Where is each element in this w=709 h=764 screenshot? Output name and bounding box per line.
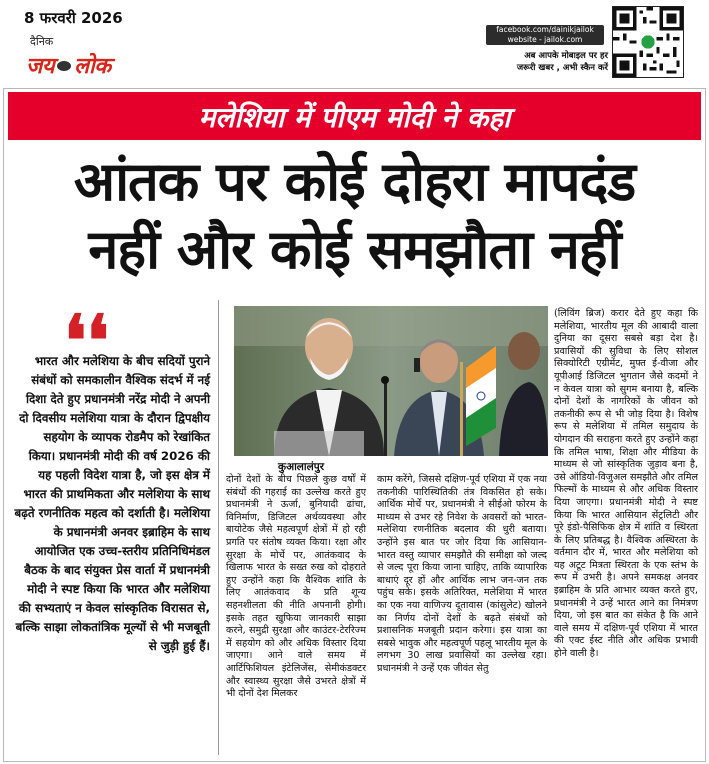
headline-line-2: नहीं और कोई समझौता नहीं [88, 218, 621, 281]
brand-name-right: लोक [74, 54, 111, 79]
facebook-link: facebook.com/dainikjailok [496, 25, 594, 34]
lead-paragraph: भारत और मलेशिया के बीच सदियों पुराने संबंधों को समकालीन वैश्विक संदर्भ में नई दिशा देते हुए प्रधानमंत्री नरेंद्र मोदी ने अपनी दो दिवसीय मलेशिया यात्रा के दौरान द्विपक्षीय सहयोग के व्यापक रोडमैप को रेखांकित किया। प्रधानमंत्री मोदी की वर्ष 2026 की यह पहली विदेश यात्रा है, जो इस क्षेत्र में भारत की प्राथमिकता और मलेशिया के साथ बढ़ते रणनीतिक महत्व को दर्शाती है। मलेशिया के प्रधानमंत्री अनवर इब्राहिम के साथ आयोजित एक उच्च-स्तरीय प्रतिनिधिमंडल बैठक के बाद संयुक्त प्रेस वार्ता में प्रधानमंत्री मोदी ने स्पष्ट किया कि भारत और मलेशिया की सभ्यताएं न केवल सांस्कृतिक विरासत से, बल्कि साझा लोकतांत्रिक मूल्यों से भी मजबूती से जुड़ी हुई हैं। [14, 354, 210, 653]
body-column-2-text: काम करेंगे, जिससे दक्षिण-पूर्व एशिया में एक नया तकनीकी पारिस्थितिकी तंत्र विकसित हो सके। आर्थिक मोर्चे पर, प्रधानमंत्री ने सीईओ फोरम के माध्यम से उभर रहे निवेश के अवसरों को भारत-मलेशिया रणनीतिक बदलाव की धुरी बताया। उन्होंने इस बात पर जोर दिया कि आसियान- भारत वस्तु व्यापार समझौते की समीक्षा को जल्द से जल्द पूरा किया जाना चाहिए, ताकि व्यापारिक बाधाएं दूर हों और आर्थिक लाभ जन-जन तक पहुंच सके। इसके अतिरिक्त, मलेशिया में भारत का एक नया वाणिज्य दूतावास (कांसुलेट) खोलने का निर्णय दोनों देशों के बढ़ते संबंधों को प्रशासनिक मजबूती प्रदान करेगा। इस यात्रा का सबसे भावुक और महत्वपूर्ण पहलू भारतीय मूल के लगभग 30 लाख प्रवासियों का उल्लेख रहा। प्रधानमंत्री ने उन्हें एक जीवंत सेतु [377, 474, 547, 674]
body-column-2 [377, 474, 547, 676]
promo-line-2: जरूरी खबर , अभी स्कैन करें [516, 63, 608, 73]
social-links [486, 25, 604, 45]
body-column-3 [554, 308, 698, 661]
headline-line-1: आंतक पर कोई दोहरा मापदंड [73, 150, 636, 213]
quote-marks-icon: ❛❛ [64, 299, 110, 382]
column-divider [218, 300, 219, 755]
brand-logo [26, 50, 111, 80]
news-photo [234, 306, 548, 456]
promo-line-1: अब आपके मोबाइल पर हर [524, 51, 608, 61]
kicker-banner [8, 92, 701, 140]
website-link: website - jailok.com [507, 35, 583, 44]
body-column-1 [226, 474, 366, 701]
body-column-3-text: (लिविंग ब्रिज) करार देते हुए कहा कि मलेशिया, भारतीय मूल की आबादी वाला दुनिया का दूसरा सबसे बड़ा देश है। प्रवासियों की सुविधा के लिए सोशल सिक्योरिटी एग्रीमेंट, मुफ्त ई-वीजा और यूपीआई डिजिटल भुगतान जैसे कदमों ने न केवल यात्रा को सुगम बनाया है, बल्कि दोनों देशों के नागरिकों के जीवन को तकनीकी रूप से भी जोड़ दिया है। विशेष रूप से मलेशिया में तमिल समुदाय के योगदान की सराहना करते हुए उन्होंने कहा कि तमिल भाषा, शिक्षा और मीडिया के माध्यम से जो सांस्कृतिक जुड़ाव बना है, उसे ऑडियो-विजुअल समझौते और तमिल फिल्मों के माध्यम से और अधिक विस्तार दिया जाएगा। प्रधानमंत्री मोदी ने स्पष्ट किया कि भारत आसियान सेंट्रलिटी और पूरे इंडो-पैसिफिक क्षेत्र में शांति व स्थिरता के लिए प्रतिबद्ध है। वैश्विक अस्थिरता के वर्तमान दौर में, भारत और मलेशिया को यह अटूट मित्रता स्थिरता के एक स्तंभ के रूप में उभरी है। अपने समकक्ष अनवर इब्राहिम के प्रति आभार व्यक्त करते हुए, प्रधानमंत्री ने उन्हें भारत आने का निमंत्रण दिया, जो इस बात का संकेत है कि आने वाले समय में दक्षिण-पूर्व एशिया में भारत की एक्ट ईस्ट नीति और अधिक प्रभावी होने वाली है। [554, 308, 698, 660]
masthead [0, 0, 709, 82]
body-column-1-text: दोनों देशों के बीच पिछले कुछ वर्षों में संबंधों की गहराई का उल्लेख करते हुए प्रधानमंत्री ने ऊर्जा, बुनियादी ढांचा, विनिर्माण, डिजिटल अर्थव्यवस्था और बायोटेक जैसे महत्वपूर्ण क्षेत्रों में हो रही प्रगति पर संतोष व्यक्त किया। रक्षा और सुरक्षा के मोर्चे पर, आतंकवाद के खिलाफ भारत के सख्त रुख को दोहराते हुए उन्होंने कहा कि वैश्विक शांति के लिए आतंकवाद के प्रति शून्य सहनशीलता की नीति अपनानी होगी। इसके तहत खुफिया जानकारी साझा करने, समुद्री सुरक्षा और काउंटर-टेररिज्म में सहयोग को और अधिक विस्तार दिया जाएगा। आने वाले समय में आर्टिफिशियल इंटेलिजेंस, सेमीकंडक्टर और स्वास्थ्य सुरक्षा जैसे उभरते क्षेत्रों में भी दोनों देश मिलकर [226, 474, 366, 700]
scan-promo [480, 50, 608, 74]
issue-date: 8 फरवरी 2026 [24, 9, 123, 27]
qr-code-icon[interactable] [612, 6, 684, 78]
kicker-text: मलेशिया में पीएम मोदी ने कहा [198, 101, 511, 134]
microphone-logo-icon [57, 61, 71, 71]
headline [8, 148, 701, 284]
brand-name-left: जय [26, 54, 55, 79]
brand-prefix: दैनिक [30, 35, 54, 48]
dateline: कुआलालंपुर [278, 461, 325, 473]
